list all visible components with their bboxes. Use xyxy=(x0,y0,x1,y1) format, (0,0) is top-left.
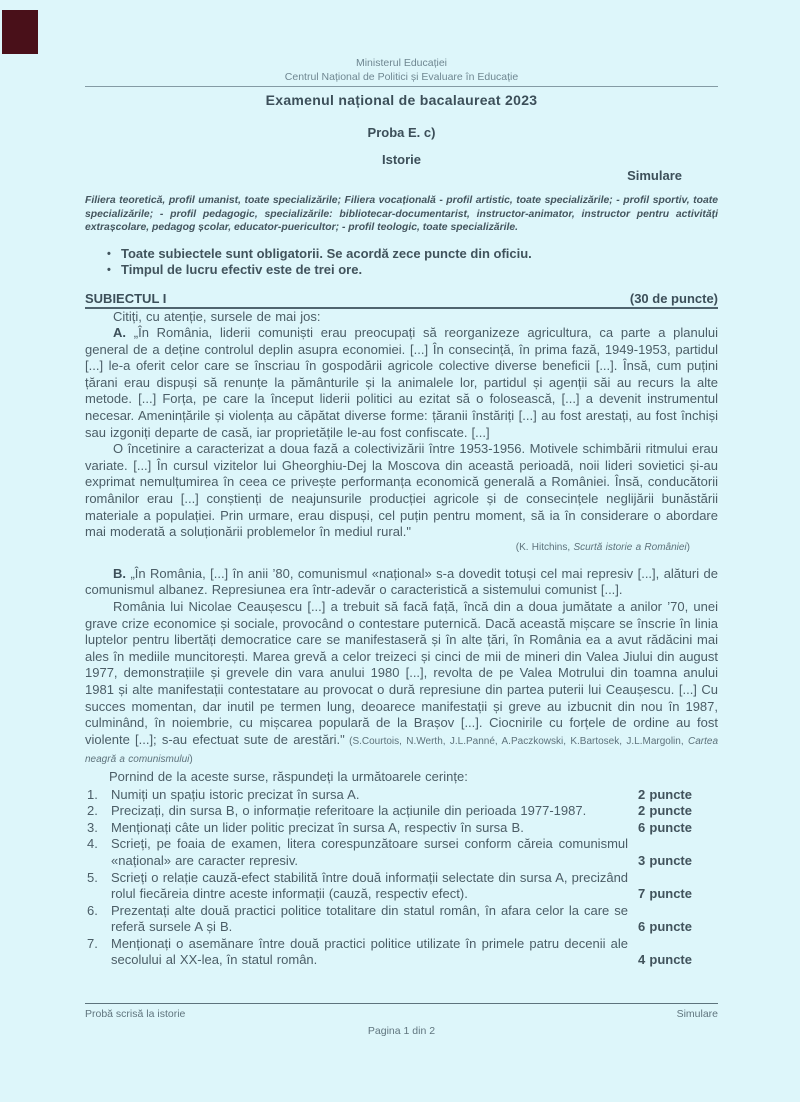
citation-close: ) xyxy=(189,754,193,766)
subject-name: Istorie xyxy=(381,152,421,167)
note-text: Toate subiectele sunt obligatorii. Se acordă zece puncte din oficiu. xyxy=(121,245,532,261)
source-a-paragraph-2: O încetinire a caracterizat a doua fază a colectivizării între 1953-1956. Motivele schimbării ritmului erau variate. [...] În cursul vizitelor lui Gheorghiu-Dej la Moscova din această perioadă, noii lideri sovietici și-au exprimat nemulțumirea în ceea ce privește performanța economică generală a României. Însă, conducătorii românilor erau [...] conștienți de neajunsurile producției agricole și de consecințele neglijării bunăstării materiale a populației. Prin urmare, erau dispuși, cel puțin pentru moment, să ia în considerare o abordare mai moderată a soluționării problemelor în mediul rural." xyxy=(85,441,718,540)
bullet-icon: • xyxy=(107,264,111,276)
center-name: Centrul Național de Politici și Evaluare în Educație xyxy=(284,71,519,83)
task-points: 3 puncte xyxy=(638,852,692,868)
page-number: Pagina 1 din 2 xyxy=(367,1025,436,1037)
sources-intro: Citiți, cu atenție, sursele de mai jos: xyxy=(113,308,321,324)
task-points: 2 puncte xyxy=(638,786,692,802)
session-label: Simulare xyxy=(627,168,682,183)
subject1-title: SUBIECTUL I xyxy=(85,290,167,306)
citation-close: ) xyxy=(686,541,690,553)
note-text: Timpul de lucru efectiv este de trei ore. xyxy=(121,262,363,277)
exam-title: Examenul național de bacalaureat 2023 xyxy=(265,92,538,108)
task-points: 6 puncte xyxy=(638,919,692,935)
tasks-list xyxy=(85,787,718,970)
task-number: 7. xyxy=(87,935,98,951)
source-a-citation xyxy=(85,541,718,555)
citation-authors: (S.Courtois, N.Werth, J.L.Panné, A.Paczkowski, K.Bartosek, J.L.Margolin, xyxy=(344,735,688,747)
footer-row xyxy=(85,1008,718,1020)
ministry-name: Ministerul Educației xyxy=(355,57,448,69)
filiera-note: Filiera teoretică, profil umanist, toate specializările; Filiera vocațională - profil artistic, toate specializările; - profil sportiv, toate specializările; - profil pedagogic, specializările: bibliotecar-documentarist, instructor-animator, instructor pentru activități extrașcolare, pedagog școlar, educator-puericultor; - profil teologic, toate specializările. xyxy=(85,195,718,233)
task-item-6 xyxy=(85,903,718,936)
task-text: Numiți un spațiu istoric precizat în sursa A. xyxy=(111,786,360,802)
spacer xyxy=(85,555,718,566)
scan-artifact-square xyxy=(2,10,38,54)
citation-title: Scurtă istorie a României xyxy=(573,541,687,553)
subject1-heading xyxy=(85,291,718,309)
task-text: Menționați o asemănare între două practici politice utilizate în primele patru decenii ale secolului al XX-lea, în statul român. xyxy=(111,935,629,968)
proba-label: Proba E. c) xyxy=(367,125,436,140)
citation-title: Cartea neagră a comunismului xyxy=(85,735,718,766)
source-b-paragraph-2 xyxy=(85,599,718,769)
footer-left-text: Probă scrisă la istorie xyxy=(85,1008,186,1020)
source-a-paragraph-1 xyxy=(85,325,718,441)
task-item-2 xyxy=(85,803,718,820)
task-number: 2. xyxy=(87,803,98,819)
task-number: 1. xyxy=(87,786,98,802)
task-item-4 xyxy=(85,836,718,869)
page-footer xyxy=(85,1003,718,1037)
task-text: Scrieți o relație cauză-efect stabilită între două informații selectate din sursa A, precizând rolul fiecăreia dintre aceste informații (cauză, respectiv efect). xyxy=(111,869,629,902)
task-text: Precizați, din sursa B, o informație referitoare la acțiunile din perioada 1977-1987. xyxy=(111,803,587,819)
source-b-text-1: „În România, [...] în anii ’80, comunismul «național» s-a dovedit totuși cel mai represiv [...], alături de comunismul albanez. Represiunea era într-adevăr o caracteristică a sistemului comunist [...]. xyxy=(85,565,718,598)
general-notes xyxy=(85,246,718,279)
document-header xyxy=(85,56,718,87)
task-number: 4. xyxy=(87,836,98,852)
note-item xyxy=(85,246,718,263)
note-item xyxy=(85,262,718,279)
source-b-text-2: România lui Nicolae Ceaușescu [...] a trebuit să facă față, încă din a doua jumătate a anilor ’70, unei grave crize economice și sociale, provocând o contestare puternică. Dacă această mișcare se înscrie în linia luptelor pentru libertăți democratice care se manifestaseră și în alte țări, în România ea a avut rădăcini mai ales în mediile muncitorești. Marea grevă a celor treizeci și cinci de mii de mineri din Valea Jiului din august 1977, demonstrațiile și grevele din vara anului 1980 [...], revolta de pe Valea Motrului din toamna anului 1981 și alte manifestații contestatare au provocat o dură represiune din partea puterii lui Ceaușescu. [...] Cu succes momentan, dar inutil pe termen lung, deoarece manifestații și greve au izbucnit din nou în 1987, culminând, în noiembrie, cu mișcarea populară de la Brașov [...]. Ciocnirile cu forțele de ordine au fost violente [...]; s-au efectuat sute de arestări." xyxy=(85,599,718,747)
task-points: 6 puncte xyxy=(638,819,692,835)
task-item-7 xyxy=(85,936,718,969)
task-points: 2 puncte xyxy=(638,803,692,819)
source-a-text-1: „În România, liderii comuniști erau preocupați să reorganizeze agricultura, ca parte a planului general de a deține controlul deplin asupra economiei. [...] În consecință, în prima fază, 1949-1953, partidul [...] le-a oferit celor care se înscriau în gospodării agricole colective diverse beneficii [...]. Însă, cum puțini țărani erau dispuși să renunțe la pământurile și la animalele lor, partidul și agenții săi au recurs la alte metode. [...] Forța, pe care la început liderii politici au ezitat să o folosească, [...] a devenit instrumentul necesar. Amenințările și violența au căpătat diverse forme: țăranii înstăriți [...] au fost arestați, au fost închiși sau izgoniți departe de casă, iar proprietățile le-au fost confiscate. [...] xyxy=(85,325,718,440)
task-points: 4 puncte xyxy=(638,952,692,968)
source-a-label: A. xyxy=(113,325,126,341)
task-text: Scrieți, pe foaia de examen, litera corespunzătoare sursei conform căreia comunismul «național» are caracter represiv. xyxy=(111,836,629,868)
tasks-intro: Pornind de la aceste surse, răspundeți la următoarele cerințe: xyxy=(109,768,468,784)
task-number: 6. xyxy=(87,902,98,918)
bullet-icon: • xyxy=(107,247,111,260)
footer-right-text: Simulare xyxy=(676,1008,718,1020)
task-item-5 xyxy=(85,870,718,903)
subject1-body xyxy=(85,309,718,970)
task-number: 5. xyxy=(87,869,98,885)
task-item-1 xyxy=(85,787,718,804)
citation-authors: (K. Hitchins, xyxy=(515,541,574,553)
subject1-points: (30 de puncte) xyxy=(629,290,718,306)
task-text: Menționați câte un lider politic precizat în sursa A, respectiv în sursa B. xyxy=(111,819,524,835)
task-points: 7 puncte xyxy=(638,886,692,902)
task-number: 3. xyxy=(87,819,98,835)
task-item-3 xyxy=(85,820,718,837)
source-b-paragraph-1 xyxy=(85,566,718,599)
source-b-label: B. xyxy=(113,565,126,581)
task-text: Prezentați alte două practici politice totalitare din statul român, în afara celor la care se referă sursele A și B. xyxy=(111,902,629,935)
